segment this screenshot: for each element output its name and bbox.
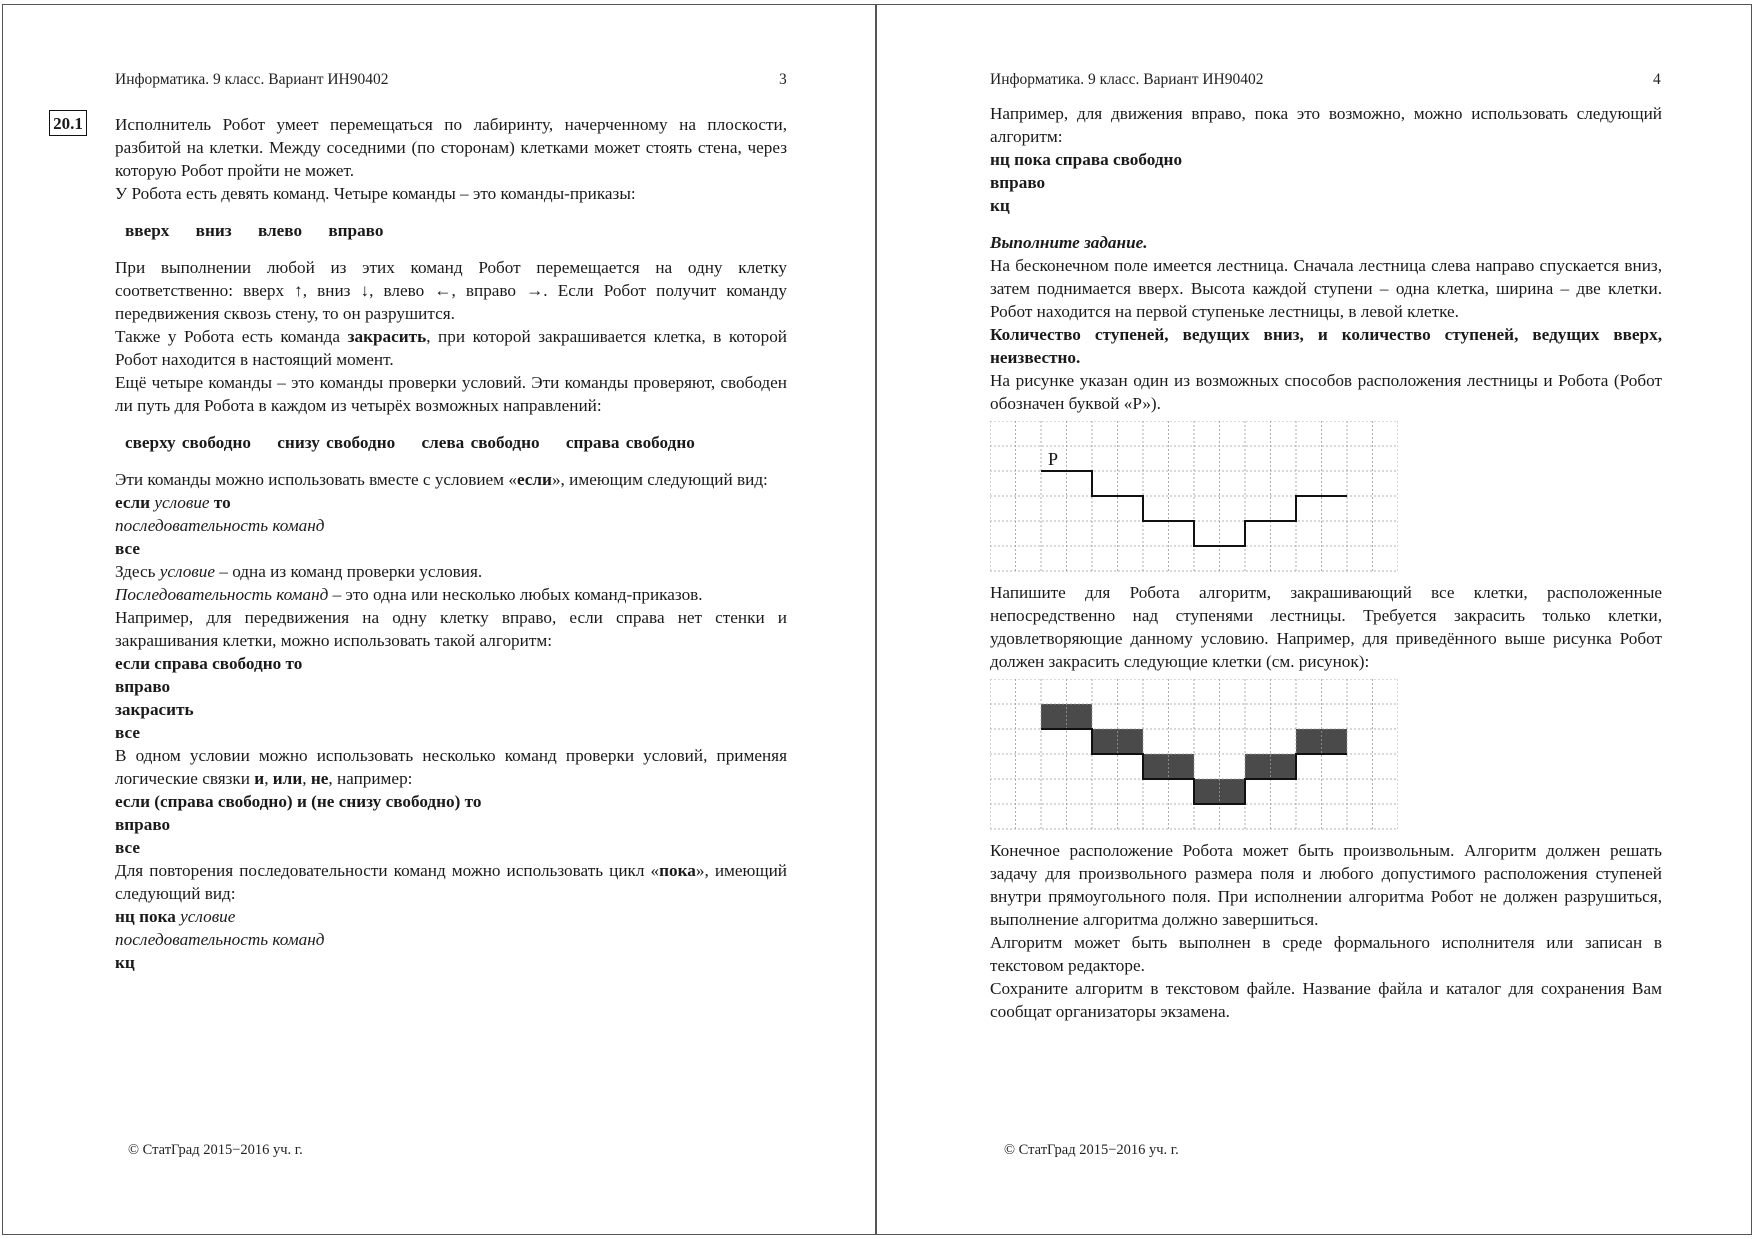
task-number-box: 20.1 bbox=[49, 110, 87, 136]
paragraph: Алгоритм может быть выполнен в среде формального исполнителя или записан в текстовом редакторе. bbox=[990, 933, 1662, 975]
paragraph: Здесь условие – одна из команд проверки условия. bbox=[115, 562, 483, 581]
paragraph: Конечное расположение Робота может быть произвольным. Алгоритм должен решать задачу для произвольного размера поля и любого допустимого расположения ступеней внутри прямоугольного поля. При исполнении алгоритма Робот не должен разрушиться, выполнение алгоритма должно завершиться. bbox=[990, 841, 1662, 929]
paragraph: Для повторения последовательности команд можно использовать цикл «пока», имеющий следующий вид: bbox=[115, 861, 787, 903]
code-line: все bbox=[115, 723, 140, 742]
paragraph: В одном условии можно использовать несколько команд проверки условий, применяя логические связки и, или, не, например: bbox=[115, 746, 787, 788]
page-number: 4 bbox=[1653, 71, 1661, 88]
page-header: Информатика. 9 класс. Вариант ИН90402 bbox=[115, 71, 389, 88]
paragraph: Также у Робота есть команда закрасить, при которой закрашивается клетка, в которой Робот находится в настоящий момент. bbox=[115, 327, 788, 369]
paragraph: Сохраните алгоритм в текстовом файле. Название файла и каталог для сохранения Вам сообщат организаторы экзамена. bbox=[990, 979, 1662, 1021]
command-right: вправо bbox=[328, 221, 384, 240]
keyword-paint: закрасить bbox=[347, 327, 427, 346]
command-left: влево bbox=[257, 221, 303, 240]
code-line: все bbox=[115, 539, 140, 558]
paragraph: Напишите для Робота алгоритм, закрашивающий все клетки, расположенные непосредственно над ступенями лестницы. Требуется закрасить только клетки, удовлетворяющие данному условию. Например, для приведённого выше рисунка Робот должен закрасить следующие клетки (см. рисунок): bbox=[990, 583, 1662, 671]
page-footer: © СтатГрад 2015−2016 уч. г. bbox=[1004, 1142, 1179, 1158]
page-4 bbox=[876, 4, 1752, 1235]
check-top: сверху свободно bbox=[125, 433, 251, 452]
page-3-body bbox=[115, 113, 787, 974]
code-line: кц bbox=[115, 953, 135, 972]
code-line: вправо bbox=[115, 677, 171, 696]
code-line: закрасить bbox=[115, 700, 194, 719]
paragraph-bold: Количество ступеней, ведущих вниз, и количество ступеней, ведущих вверх, неизвестно. bbox=[990, 325, 1662, 367]
painted-cells-figure bbox=[990, 679, 1398, 831]
page-3 bbox=[2, 4, 876, 1235]
code-line: последовательность команд bbox=[115, 516, 325, 535]
code-line: нц пока условие bbox=[115, 907, 236, 926]
paragraph: Ещё четыре команды – это команды проверки условий. Эти команды проверяют, свободен ли путь для Робота в каждом из четырёх возможных направлений: bbox=[115, 373, 787, 415]
page-header: Информатика. 9 класс. Вариант ИН90402 bbox=[990, 71, 1264, 88]
code-line: если (справа свободно) и (не снизу свободно) то bbox=[115, 792, 482, 811]
check-right: справа свободно bbox=[565, 433, 695, 452]
command-down: вниз bbox=[195, 221, 232, 240]
task-heading: Выполните задание. bbox=[990, 233, 1148, 252]
move-commands-list bbox=[115, 219, 787, 242]
paragraph: На бесконечном поле имеется лестница. Сначала лестница слева направо спускается вниз, затем поднимается вверх. Высота каждой ступени – одна клетка, ширина – две клетки. Робот находится на первой ступеньке лестницы, в левой клетке. bbox=[990, 256, 1662, 321]
paragraph: У Робота есть девять команд. Четыре команды – это команды-приказы: bbox=[115, 184, 636, 203]
paragraph: Эти команды можно использовать вместе с условием «если», имеющим следующий вид: bbox=[115, 470, 768, 489]
paragraph: Например, для движения вправо, пока это возможно, можно использовать следующий алгоритм: bbox=[990, 104, 1662, 146]
paragraph: При выполнении любой из этих команд Робот перемещается на одну клетку соответственно: вверх ↑, вниз ↓, влево ←, вправо →. Если Робот получит команду передвижения сквозь стену, то он разрушится. bbox=[115, 258, 787, 323]
paragraph: Последовательность команд – это одна или несколько любых команд-приказов. bbox=[115, 585, 703, 604]
staircase-figure bbox=[990, 421, 1398, 573]
command-up: вверх bbox=[125, 221, 170, 240]
check-bottom: снизу свободно bbox=[277, 433, 396, 452]
code-line: кц bbox=[990, 196, 1010, 215]
check-commands-list bbox=[115, 431, 787, 454]
code-line: нц пока справа свободно bbox=[990, 150, 1183, 169]
code-line: последовательность команд bbox=[115, 930, 325, 949]
code-line: вправо bbox=[115, 815, 171, 834]
check-left: слева свободно bbox=[421, 433, 540, 452]
code-line: все bbox=[115, 838, 140, 857]
paragraph: Исполнитель Робот умеет перемещаться по лабиринту, начерченному на плоскости, разбитой на клетки. Между соседними (по сторонам) клетками может стоять стена, через которую Робот пройти не может. bbox=[115, 115, 787, 180]
code-line: если условие то bbox=[115, 493, 231, 512]
code-line: если справа свободно то bbox=[115, 654, 303, 673]
page-number: 3 bbox=[779, 71, 787, 88]
paragraph: Например, для передвижения на одну клетку вправо, если справа нет стенки и закрашивания клетки, можно использовать такой алгоритм: bbox=[115, 608, 787, 650]
page-4-body bbox=[990, 102, 1662, 1023]
code-line: вправо bbox=[990, 173, 1046, 192]
paragraph: На рисунке указан один из возможных способов расположения лестницы и Робота (Робот обозначен буквой «Р»). bbox=[990, 371, 1662, 413]
page-footer: © СтатГрад 2015−2016 уч. г. bbox=[128, 1142, 303, 1158]
robot-marker: Р bbox=[1048, 449, 1059, 469]
